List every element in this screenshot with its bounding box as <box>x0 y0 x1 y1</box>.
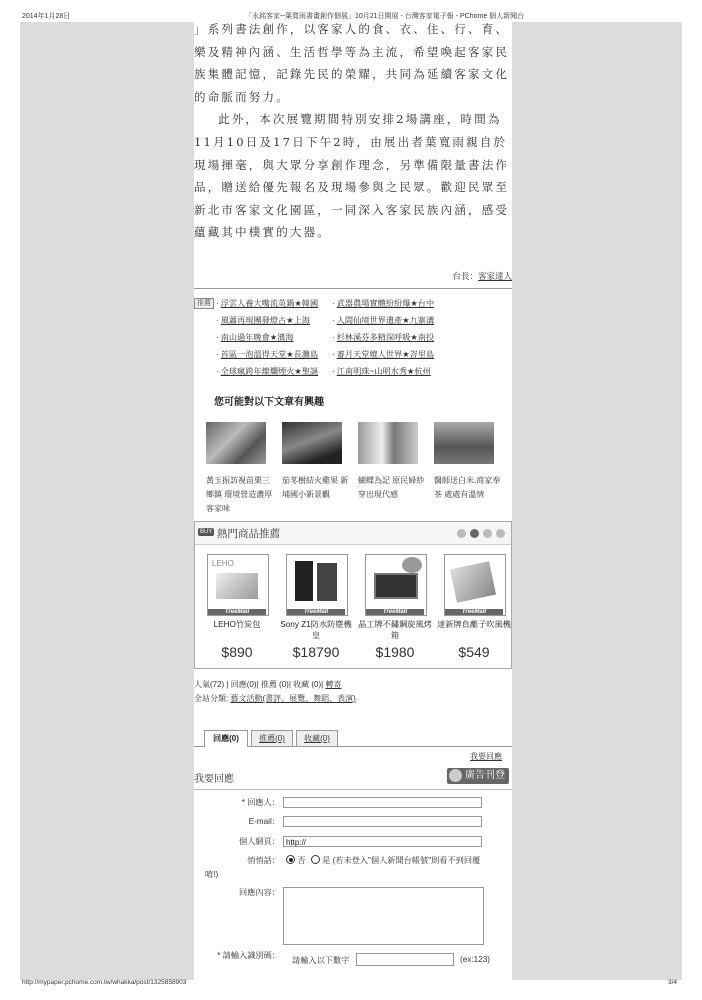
tab-collect[interactable] <box>296 730 338 746</box>
product-recommend-box <box>194 521 512 669</box>
article-body <box>194 18 512 244</box>
tab-recommend[interactable] <box>251 730 293 746</box>
tab-recommend-link[interactable]: 推薦(0) <box>259 734 285 743</box>
whisper-yes-label: 是 (若未登入"個人新聞台帳號"則看不到回覆 <box>322 856 481 865</box>
treemall-tag: TreeMall <box>366 609 424 615</box>
carousel-dot[interactable] <box>496 529 505 538</box>
product-price: $1980 <box>375 644 415 660</box>
recommend-link[interactable]: · 人間仙境世界遺產★九寨溝 <box>332 315 434 326</box>
ad-button[interactable] <box>447 768 509 784</box>
product-photo <box>216 573 258 599</box>
post-stats-text: 人氣(72) | 回應(0)| 推薦 (0)| 收藏 (0)| <box>194 680 326 689</box>
article-thumbnail[interactable] <box>358 422 418 464</box>
recommend-tag: 推薦 <box>194 298 214 309</box>
article-thumbnail[interactable] <box>282 422 342 464</box>
name-label: * 回應人： <box>241 798 280 807</box>
whisper-no-radio[interactable] <box>286 855 295 864</box>
reply-link[interactable]: 我要回應 <box>470 752 502 761</box>
author-label: 台長： <box>452 271 478 281</box>
product-price: $18790 <box>292 644 340 660</box>
email-input[interactable] <box>283 816 482 827</box>
reply-heading: 我要回應 <box>194 774 234 785</box>
product-box-header <box>195 522 511 545</box>
product-name[interactable]: Sony Z1防水防塵機皇 <box>280 620 352 640</box>
carousel-dot[interactable] <box>457 529 466 538</box>
article-paragraph: 此外，本次展覽期間特別安排2場講座，時間為11月10日及17日下午2時，由展出者葉寬雨親自於現場揮毫，與大眾分享創作理念，另準備限量書法作品，贈送給優先報名及現場參與之民眾。歡迎民眾至新北市客家文化園區，一同深入客家民族內涵，感受蘊藏其中樸實的大器。 <box>194 112 510 240</box>
recommend-link[interactable]: · 風蕭再現團發燈古★上海 <box>216 315 310 326</box>
tab-replies[interactable]: 回應(0) <box>204 730 248 747</box>
treemall-tag: TreeMall <box>208 609 266 615</box>
recommend-link[interactable]: · 審月天堂媲人世界★峇里島 <box>332 349 434 360</box>
recommend-link[interactable]: · 全球瘋跨年燦爛煙火★聖誕 <box>216 366 318 377</box>
divider <box>194 789 512 790</box>
recommend-link[interactable]: · 浮雲人養大嘴流英鍋★韓國 <box>216 298 318 309</box>
treemall-tag: TreeMall <box>287 609 345 615</box>
recommend-link[interactable]: · 南山過年晚會★濱海 <box>216 332 294 343</box>
product-box-title: 熱門商品推薦 <box>217 528 280 540</box>
right-margin-panel <box>512 22 682 980</box>
whisper-note-tail: 唷!) <box>205 870 219 879</box>
whisper-yes-radio[interactable] <box>311 855 320 864</box>
whisper-options <box>286 855 480 866</box>
print-url: http://mypaper.pchome.com.tw/whakka/post/1325858903 <box>22 979 187 986</box>
product-image[interactable] <box>365 554 427 616</box>
article-thumbnail-caption[interactable]: 蝴蝶為記 原民婦紗穿出現代感 <box>358 476 425 499</box>
print-page-number: 3/4 <box>668 979 678 986</box>
recommend-link[interactable]: · 武器農場實體紛紛爆★台中 <box>332 298 434 309</box>
author-line <box>194 270 512 282</box>
buy-tag: BUY <box>200 529 213 535</box>
ad-button-label: 廣告刊登 <box>465 770 505 781</box>
recommend-link[interactable]: · 首區一泡溫得天堂★長灘島 <box>216 349 318 360</box>
captcha-hint: 請輸入以下數字 <box>292 956 350 965</box>
recommend-link[interactable]: · 杉林溪芬多精深呼吸★南投 <box>332 332 434 343</box>
product-name[interactable]: 晶工牌不鏽鋼旋風烤箱 <box>358 620 432 640</box>
captcha-label: * 請輸入識別碼： <box>217 951 280 960</box>
article-thumbnail-caption[interactable]: 黃玉振訪視苗栗三鄉鎮 環境營造濃厚客家味 <box>206 476 273 513</box>
website-input[interactable]: http:// <box>283 836 482 847</box>
name-input[interactable] <box>283 797 482 808</box>
whisper-no-label: 否 <box>297 856 306 865</box>
tab-collect-link[interactable]: 收藏(0) <box>304 734 330 743</box>
email-label: E-mail： <box>248 817 280 826</box>
carousel-dot[interactable] <box>470 529 479 538</box>
product-photo <box>317 563 337 601</box>
print-title: 「永銘客家─葉寬雨書畫創作個展」10月21日開展 - 台灣客家電子報 - PChome 個人新聞台 <box>245 13 525 20</box>
left-margin-panel <box>20 22 194 980</box>
post-stats <box>194 679 341 690</box>
recommend-box <box>194 296 512 380</box>
you-may-like-title: 您可能對以下文章有興趣 <box>214 397 324 408</box>
article-thumbnail[interactable] <box>206 422 266 464</box>
product-name[interactable]: LEHO竹炭包 <box>213 620 261 629</box>
product-photo <box>295 561 313 601</box>
carousel-dot[interactable] <box>483 529 492 538</box>
product-image[interactable] <box>207 554 269 616</box>
avatar-icon <box>449 769 462 782</box>
author-link[interactable]: 客家達人 <box>477 271 512 281</box>
content-label: 回應內容： <box>239 888 280 897</box>
product-photo <box>450 561 496 603</box>
product-image[interactable] <box>286 554 348 616</box>
article-thumbnail-caption[interactable]: 醫師送白米.商家奉茶 處處有溫情 <box>434 476 501 499</box>
forward-link[interactable]: 轉寄 <box>325 680 342 689</box>
divider <box>194 288 512 289</box>
site-category <box>194 693 356 704</box>
article-thumbnail[interactable] <box>434 422 494 464</box>
product-badge-icon <box>402 557 422 573</box>
print-date: 2014年1月28日 <box>22 13 71 20</box>
whisper-label: 悄悄話： <box>247 856 280 865</box>
treemall-tag: TreeMall <box>445 609 503 615</box>
product-price: $549 <box>458 644 490 660</box>
article-thumbnail-caption[interactable]: 茄苳樹結火雞果 新埔國小新景觀 <box>282 476 349 499</box>
product-price: $890 <box>221 644 253 660</box>
article-paragraph: 」系列書法創作，以客家人的食、衣、住、行、育、樂及精神內涵、生活哲學等為主流，希望喚起客家民族集體記憶，記錄先民的榮耀，共同為延續客家文化的命脈而努力。 <box>194 22 510 104</box>
product-brand-label: LEHO <box>212 559 234 568</box>
content-textarea[interactable] <box>283 887 484 945</box>
website-label: 個人網頁： <box>239 837 280 846</box>
reply-tabs <box>194 730 512 747</box>
product-name[interactable]: 達新牌負離子吹風機 <box>437 620 511 629</box>
product-image[interactable] <box>444 554 506 616</box>
recommend-link[interactable]: · 江南明珠~山明水秀★杭州 <box>332 366 431 377</box>
captcha-input[interactable] <box>356 953 454 966</box>
site-category-label: 全站分類: <box>194 694 231 703</box>
product-photo <box>374 573 418 599</box>
captcha-example: (ex:123) <box>460 955 491 964</box>
site-category-link[interactable]: 藝文活動(書評、展覽、舞蹈、表演) <box>230 694 356 703</box>
